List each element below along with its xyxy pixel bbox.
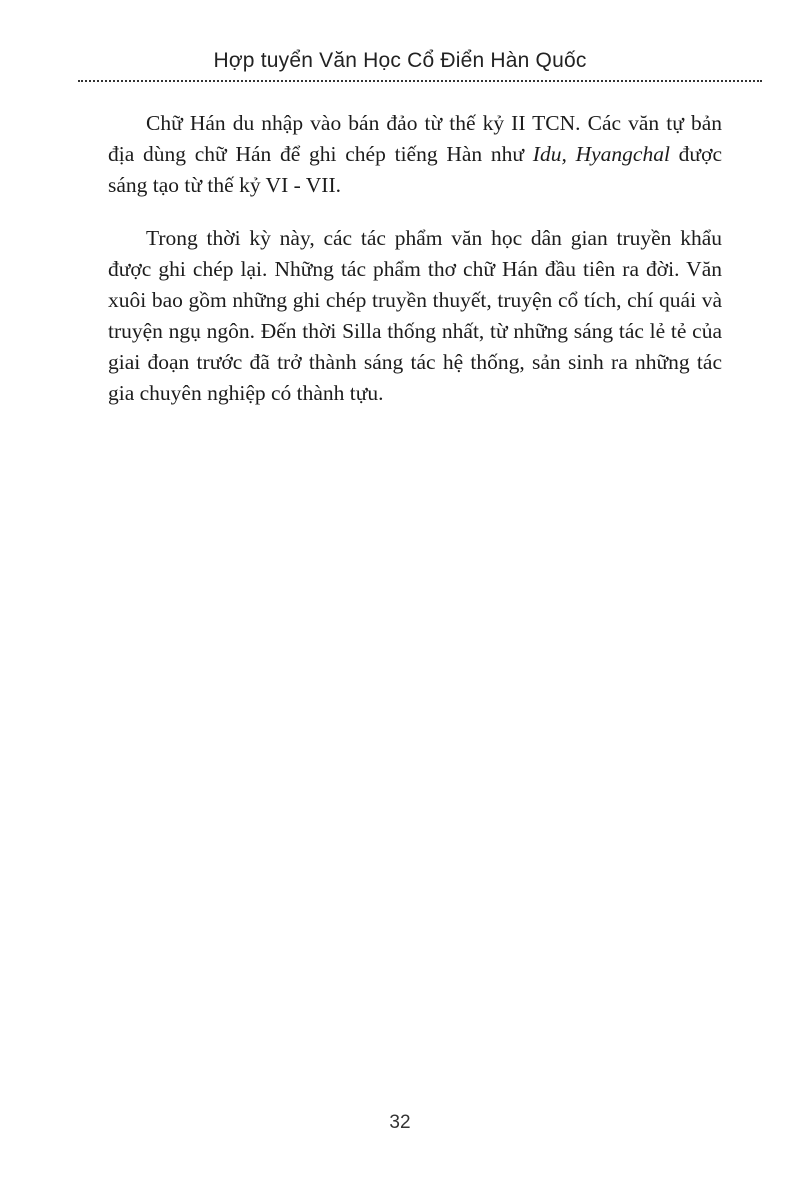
paragraph-2: Trong thời kỳ này, các tác phẩm văn học dân gian truyền khẩu được ghi chép lại. Những tác phẩm thơ chữ Hán đầu tiên ra đời. Văn xuôi bao gồm những ghi chép truyền thuyết, truyện cổ tích, chí quái và truyện ngụ ngôn. Đến thời Silla thống nhất, từ những sáng tác lẻ tẻ của giai đoạn trước đã trở thành sáng tác hệ thống, sản sinh ra những tác gia chuyên nghiệp có thành tựu.: [108, 226, 722, 405]
paragraph-1-text-start: Chữ Hán du nhập vào bán đảo từ thế kỷ II TCN. Các văn tự bản địa dùng chữ Hán để ghi chép tiếng Hàn như: [108, 111, 722, 166]
paragraph-1: [108, 108, 722, 201]
running-header: Hợp tuyển Văn Học Cổ Điển Hàn Quốc: [213, 49, 587, 72]
header-divider: [78, 80, 762, 82]
body-text: [108, 108, 722, 431]
paragraph-1-italic-terms: Idu, Hyangchal: [532, 142, 670, 166]
paragraph-1-text-end: được sáng tạo từ thế kỷ VI - VII.: [108, 142, 722, 197]
page-number: 32: [389, 1112, 411, 1133]
